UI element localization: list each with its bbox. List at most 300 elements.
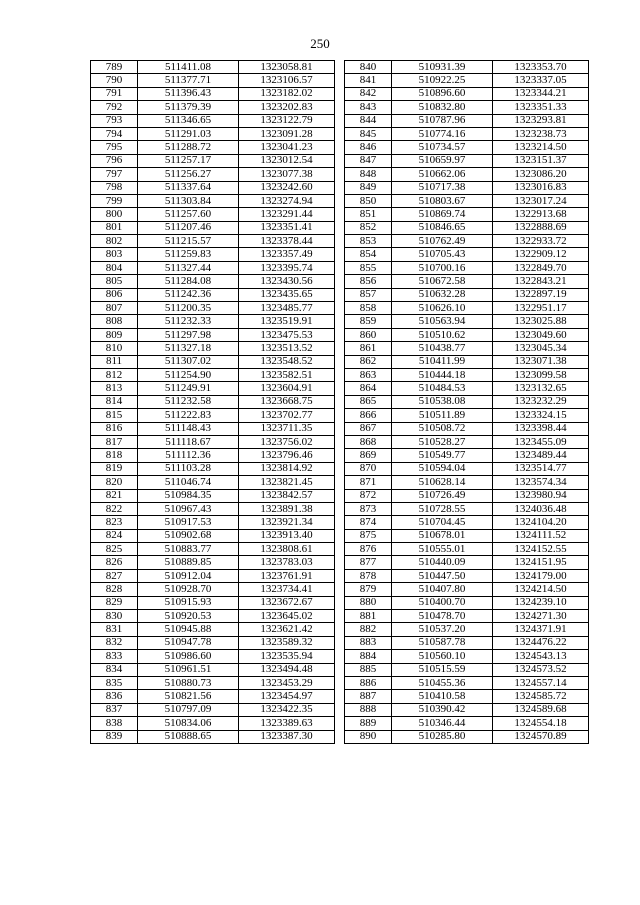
x-coordinate-cell: 510803.67 [392, 194, 493, 207]
table-row [345, 409, 589, 422]
x-coordinate-cell: 511284.08 [138, 275, 239, 288]
table-row [91, 382, 335, 395]
point-number-cell: 800 [91, 208, 138, 221]
y-coordinate-cell: 1322897.19 [493, 288, 589, 301]
y-coordinate-cell: 1323582.51 [239, 368, 335, 381]
x-coordinate-cell: 511257.17 [138, 154, 239, 167]
x-coordinate-cell: 510704.45 [392, 516, 493, 529]
table-row [91, 690, 335, 703]
table-row [91, 422, 335, 435]
x-coordinate-cell: 510922.25 [392, 74, 493, 87]
point-number-cell: 842 [345, 87, 392, 100]
y-coordinate-cell: 1323422.35 [239, 703, 335, 716]
y-coordinate-cell: 1323086.20 [493, 168, 589, 181]
point-number-cell: 848 [345, 168, 392, 181]
x-coordinate-cell: 510700.16 [392, 261, 493, 274]
y-coordinate-cell: 1323387.30 [239, 730, 335, 743]
x-coordinate-cell: 510915.93 [138, 596, 239, 609]
point-number-cell: 834 [91, 663, 138, 676]
y-coordinate-cell: 1323099.58 [493, 368, 589, 381]
point-number-cell: 888 [345, 703, 392, 716]
y-coordinate-cell: 1323202.83 [239, 101, 335, 114]
table-row [91, 194, 335, 207]
y-coordinate-cell: 1323668.75 [239, 395, 335, 408]
table-row [345, 462, 589, 475]
point-number-cell: 868 [345, 435, 392, 448]
table-row [345, 489, 589, 502]
x-coordinate-cell: 510438.77 [392, 342, 493, 355]
x-coordinate-cell: 510390.42 [392, 703, 493, 716]
x-coordinate-cell: 510917.53 [138, 516, 239, 529]
x-coordinate-cell: 510787.96 [392, 114, 493, 127]
y-coordinate-cell: 1323238.73 [493, 127, 589, 140]
point-number-cell: 844 [345, 114, 392, 127]
table-row [345, 221, 589, 234]
x-coordinate-cell: 511346.65 [138, 114, 239, 127]
x-coordinate-cell: 510984.35 [138, 489, 239, 502]
table-row [345, 435, 589, 448]
point-number-cell: 843 [345, 101, 392, 114]
table-row [345, 328, 589, 341]
table-row [345, 127, 589, 140]
point-number-cell: 851 [345, 208, 392, 221]
point-number-cell: 878 [345, 569, 392, 582]
coordinates-table-left [90, 60, 335, 744]
point-number-cell: 876 [345, 543, 392, 556]
point-number-cell: 824 [91, 529, 138, 542]
table-row [91, 395, 335, 408]
table-row [91, 275, 335, 288]
point-number-cell: 854 [345, 248, 392, 261]
y-coordinate-cell: 1323232.29 [493, 395, 589, 408]
table-row [91, 489, 335, 502]
point-number-cell: 855 [345, 261, 392, 274]
table-row [345, 87, 589, 100]
point-number-cell: 830 [91, 610, 138, 623]
x-coordinate-cell: 511396.43 [138, 87, 239, 100]
table-row [91, 703, 335, 716]
table-row [91, 543, 335, 556]
point-number-cell: 789 [91, 61, 138, 74]
table-row [91, 61, 335, 74]
point-number-cell: 838 [91, 717, 138, 730]
x-coordinate-cell: 510947.78 [138, 636, 239, 649]
x-coordinate-cell: 510447.50 [392, 569, 493, 582]
point-number-cell: 807 [91, 302, 138, 315]
table-row [345, 355, 589, 368]
x-coordinate-cell: 510346.44 [392, 717, 493, 730]
y-coordinate-cell: 1323589.32 [239, 636, 335, 649]
point-number-cell: 857 [345, 288, 392, 301]
y-coordinate-cell: 1323672.67 [239, 596, 335, 609]
x-coordinate-cell: 511232.33 [138, 315, 239, 328]
point-number-cell: 796 [91, 154, 138, 167]
table-row [91, 87, 335, 100]
x-coordinate-cell: 511297.98 [138, 328, 239, 341]
x-coordinate-cell: 511257.60 [138, 208, 239, 221]
y-coordinate-cell: 1323324.15 [493, 409, 589, 422]
y-coordinate-cell: 1323796.46 [239, 449, 335, 462]
x-coordinate-cell: 510797.09 [138, 703, 239, 716]
x-coordinate-cell: 510986.60 [138, 650, 239, 663]
table-row [345, 261, 589, 274]
y-coordinate-cell: 1324179.00 [493, 569, 589, 582]
point-number-cell: 873 [345, 502, 392, 515]
y-coordinate-cell: 1323357.49 [239, 248, 335, 261]
y-coordinate-cell: 1323814.92 [239, 462, 335, 475]
point-number-cell: 821 [91, 489, 138, 502]
table-row [91, 328, 335, 341]
point-number-cell: 852 [345, 221, 392, 234]
table-row [345, 717, 589, 730]
table-row [345, 623, 589, 636]
table-row [91, 409, 335, 422]
y-coordinate-cell: 1323041.23 [239, 141, 335, 154]
x-coordinate-cell: 510717.38 [392, 181, 493, 194]
x-coordinate-cell: 510455.36 [392, 676, 493, 689]
point-number-cell: 862 [345, 355, 392, 368]
x-coordinate-cell: 510774.16 [392, 127, 493, 140]
y-coordinate-cell: 1324111.52 [493, 529, 589, 542]
table-row [345, 650, 589, 663]
x-coordinate-cell: 510662.06 [392, 168, 493, 181]
point-number-cell: 793 [91, 114, 138, 127]
y-coordinate-cell: 1324557.14 [493, 676, 589, 689]
y-coordinate-cell: 1322849.70 [493, 261, 589, 274]
point-number-cell: 816 [91, 422, 138, 435]
y-coordinate-cell: 1323913.40 [239, 529, 335, 542]
table-row [91, 502, 335, 515]
table-row [91, 676, 335, 689]
y-coordinate-cell: 1323337.05 [493, 74, 589, 87]
point-number-cell: 841 [345, 74, 392, 87]
point-number-cell: 794 [91, 127, 138, 140]
point-number-cell: 822 [91, 502, 138, 515]
point-number-cell: 804 [91, 261, 138, 274]
x-coordinate-cell: 510632.28 [392, 288, 493, 301]
table-row [345, 583, 589, 596]
y-coordinate-cell: 1323122.79 [239, 114, 335, 127]
table-row [345, 275, 589, 288]
point-number-cell: 890 [345, 730, 392, 743]
y-coordinate-cell: 1323485.77 [239, 302, 335, 315]
point-number-cell: 809 [91, 328, 138, 341]
point-number-cell: 849 [345, 181, 392, 194]
y-coordinate-cell: 1323454.97 [239, 690, 335, 703]
point-number-cell: 835 [91, 676, 138, 689]
x-coordinate-cell: 510726.49 [392, 489, 493, 502]
point-number-cell: 811 [91, 355, 138, 368]
point-number-cell: 806 [91, 288, 138, 301]
y-coordinate-cell: 1323291.44 [239, 208, 335, 221]
y-coordinate-cell: 1323242.60 [239, 181, 335, 194]
y-coordinate-cell: 1323378.44 [239, 235, 335, 248]
table-row [345, 114, 589, 127]
x-coordinate-cell: 510705.43 [392, 248, 493, 261]
y-coordinate-cell: 1322933.72 [493, 235, 589, 248]
table-row [345, 154, 589, 167]
table-row [91, 127, 335, 140]
y-coordinate-cell: 1323645.02 [239, 610, 335, 623]
table-row [91, 74, 335, 87]
x-coordinate-cell: 510407.80 [392, 583, 493, 596]
table-row [91, 449, 335, 462]
point-number-cell: 818 [91, 449, 138, 462]
table-row [345, 181, 589, 194]
point-number-cell: 828 [91, 583, 138, 596]
x-coordinate-cell: 510628.14 [392, 476, 493, 489]
point-number-cell: 869 [345, 449, 392, 462]
y-coordinate-cell: 1324271.30 [493, 610, 589, 623]
y-coordinate-cell: 1323604.91 [239, 382, 335, 395]
point-number-cell: 853 [345, 235, 392, 248]
table-row [345, 529, 589, 542]
x-coordinate-cell: 511337.64 [138, 181, 239, 194]
point-number-cell: 803 [91, 248, 138, 261]
x-coordinate-cell: 511379.39 [138, 101, 239, 114]
table-row [91, 717, 335, 730]
y-coordinate-cell: 1322951.17 [493, 302, 589, 315]
x-coordinate-cell: 510549.77 [392, 449, 493, 462]
y-coordinate-cell: 1323344.21 [493, 87, 589, 100]
table-row [345, 302, 589, 315]
point-number-cell: 874 [345, 516, 392, 529]
coordinates-table-right [344, 60, 589, 744]
point-number-cell: 870 [345, 462, 392, 475]
table-row [345, 61, 589, 74]
x-coordinate-cell: 510587.78 [392, 636, 493, 649]
y-coordinate-cell: 1323395.74 [239, 261, 335, 274]
y-coordinate-cell: 1323756.02 [239, 435, 335, 448]
point-number-cell: 850 [345, 194, 392, 207]
y-coordinate-cell: 1324585.72 [493, 690, 589, 703]
point-number-cell: 858 [345, 302, 392, 315]
y-coordinate-cell: 1324554.18 [493, 717, 589, 730]
point-number-cell: 827 [91, 569, 138, 582]
table-row [91, 462, 335, 475]
page-number: 250 [310, 36, 330, 51]
y-coordinate-cell: 1323025.88 [493, 315, 589, 328]
point-number-cell: 795 [91, 141, 138, 154]
point-number-cell: 847 [345, 154, 392, 167]
point-number-cell: 865 [345, 395, 392, 408]
point-number-cell: 861 [345, 342, 392, 355]
point-number-cell: 823 [91, 516, 138, 529]
x-coordinate-cell: 511256.27 [138, 168, 239, 181]
y-coordinate-cell: 1323821.45 [239, 476, 335, 489]
point-number-cell: 863 [345, 368, 392, 381]
table-row [345, 368, 589, 381]
table-row [91, 583, 335, 596]
table-row [91, 315, 335, 328]
x-coordinate-cell: 510626.10 [392, 302, 493, 315]
point-number-cell: 810 [91, 342, 138, 355]
table-row [91, 556, 335, 569]
y-coordinate-cell: 1323980.94 [493, 489, 589, 502]
y-coordinate-cell: 1323389.63 [239, 717, 335, 730]
x-coordinate-cell: 510762.49 [392, 235, 493, 248]
point-number-cell: 817 [91, 435, 138, 448]
table-row [345, 422, 589, 435]
x-coordinate-cell: 510931.39 [392, 61, 493, 74]
table-row [91, 248, 335, 261]
y-coordinate-cell: 1323430.56 [239, 275, 335, 288]
x-coordinate-cell: 511148.43 [138, 422, 239, 435]
x-coordinate-cell: 510555.01 [392, 543, 493, 556]
y-coordinate-cell: 1323351.41 [239, 221, 335, 234]
table-row [91, 168, 335, 181]
x-coordinate-cell: 510594.04 [392, 462, 493, 475]
point-number-cell: 840 [345, 61, 392, 74]
x-coordinate-cell: 511222.83 [138, 409, 239, 422]
y-coordinate-cell: 1323808.61 [239, 543, 335, 556]
y-coordinate-cell: 1323621.42 [239, 623, 335, 636]
x-coordinate-cell: 511207.46 [138, 221, 239, 234]
point-number-cell: 872 [345, 489, 392, 502]
table-row [91, 261, 335, 274]
y-coordinate-cell: 1323574.34 [493, 476, 589, 489]
table-row [91, 476, 335, 489]
point-number-cell: 819 [91, 462, 138, 475]
x-coordinate-cell: 511377.71 [138, 74, 239, 87]
point-number-cell: 864 [345, 382, 392, 395]
table-row [91, 114, 335, 127]
table-row [345, 556, 589, 569]
x-coordinate-cell: 510411.99 [392, 355, 493, 368]
table-row [345, 194, 589, 207]
y-coordinate-cell: 1324152.55 [493, 543, 589, 556]
x-coordinate-cell: 511249.91 [138, 382, 239, 395]
table-row [91, 569, 335, 582]
y-coordinate-cell: 1323045.34 [493, 342, 589, 355]
y-coordinate-cell: 1324573.52 [493, 663, 589, 676]
point-number-cell: 791 [91, 87, 138, 100]
x-coordinate-cell: 510659.97 [392, 154, 493, 167]
x-coordinate-cell: 511307.02 [138, 355, 239, 368]
y-coordinate-cell: 1323058.81 [239, 61, 335, 74]
x-coordinate-cell: 510511.89 [392, 409, 493, 422]
x-coordinate-cell: 511046.74 [138, 476, 239, 489]
table-row [345, 235, 589, 248]
x-coordinate-cell: 510846.65 [392, 221, 493, 234]
table-row [345, 248, 589, 261]
table-row [91, 730, 335, 743]
x-coordinate-cell: 511242.36 [138, 288, 239, 301]
y-coordinate-cell: 1323106.57 [239, 74, 335, 87]
point-number-cell: 883 [345, 636, 392, 649]
x-coordinate-cell: 511327.44 [138, 261, 239, 274]
table-row [345, 288, 589, 301]
point-number-cell: 875 [345, 529, 392, 542]
table-row [345, 636, 589, 649]
point-number-cell: 799 [91, 194, 138, 207]
point-number-cell: 879 [345, 583, 392, 596]
table-row [345, 610, 589, 623]
y-coordinate-cell: 1322843.21 [493, 275, 589, 288]
table-row [91, 636, 335, 649]
x-coordinate-cell: 510508.72 [392, 422, 493, 435]
y-coordinate-cell: 1324036.48 [493, 502, 589, 515]
x-coordinate-cell: 510945.88 [138, 623, 239, 636]
y-coordinate-cell: 1324151.95 [493, 556, 589, 569]
y-coordinate-cell: 1324476.22 [493, 636, 589, 649]
y-coordinate-cell: 1323734.41 [239, 583, 335, 596]
y-coordinate-cell: 1324371.91 [493, 623, 589, 636]
y-coordinate-cell: 1323761.91 [239, 569, 335, 582]
point-number-cell: 820 [91, 476, 138, 489]
x-coordinate-cell: 511103.28 [138, 462, 239, 475]
y-coordinate-cell: 1323514.77 [493, 462, 589, 475]
table-row [345, 516, 589, 529]
table-row [345, 382, 589, 395]
x-coordinate-cell: 510285.80 [392, 730, 493, 743]
point-number-cell: 859 [345, 315, 392, 328]
point-number-cell: 845 [345, 127, 392, 140]
x-coordinate-cell: 510510.62 [392, 328, 493, 341]
y-coordinate-cell: 1323274.94 [239, 194, 335, 207]
table-row [91, 154, 335, 167]
y-coordinate-cell: 1322909.12 [493, 248, 589, 261]
table-row [345, 543, 589, 556]
x-coordinate-cell: 511254.90 [138, 368, 239, 381]
x-coordinate-cell: 511288.72 [138, 141, 239, 154]
table-row [91, 596, 335, 609]
table-row [91, 650, 335, 663]
x-coordinate-cell: 510888.65 [138, 730, 239, 743]
table-row [345, 74, 589, 87]
table-row [345, 101, 589, 114]
y-coordinate-cell: 1322888.69 [493, 221, 589, 234]
point-number-cell: 792 [91, 101, 138, 114]
table-row [345, 596, 589, 609]
table-row [345, 663, 589, 676]
x-coordinate-cell: 511327.18 [138, 342, 239, 355]
x-coordinate-cell: 510515.59 [392, 663, 493, 676]
point-number-cell: 813 [91, 382, 138, 395]
y-coordinate-cell: 1323435.65 [239, 288, 335, 301]
y-coordinate-cell: 1323293.81 [493, 114, 589, 127]
point-number-cell: 802 [91, 235, 138, 248]
y-coordinate-cell: 1323453.29 [239, 676, 335, 689]
table-row [345, 342, 589, 355]
x-coordinate-cell: 510678.01 [392, 529, 493, 542]
y-coordinate-cell: 1323702.77 [239, 409, 335, 422]
y-coordinate-cell: 1323489.44 [493, 449, 589, 462]
table-row [91, 623, 335, 636]
point-number-cell: 815 [91, 409, 138, 422]
table-row [91, 221, 335, 234]
table-row [345, 208, 589, 221]
point-number-cell: 881 [345, 610, 392, 623]
x-coordinate-cell: 510478.70 [392, 610, 493, 623]
y-coordinate-cell: 1324239.10 [493, 596, 589, 609]
table-row [345, 730, 589, 743]
table-row [91, 435, 335, 448]
y-coordinate-cell: 1323353.70 [493, 61, 589, 74]
x-coordinate-cell: 510889.85 [138, 556, 239, 569]
point-number-cell: 836 [91, 690, 138, 703]
table-row [345, 449, 589, 462]
y-coordinate-cell: 1323012.54 [239, 154, 335, 167]
table-row [91, 529, 335, 542]
point-number-cell: 812 [91, 368, 138, 381]
x-coordinate-cell: 510832.80 [392, 101, 493, 114]
y-coordinate-cell: 1323214.50 [493, 141, 589, 154]
table-row [345, 569, 589, 582]
y-coordinate-cell: 1323016.83 [493, 181, 589, 194]
x-coordinate-cell: 511232.58 [138, 395, 239, 408]
y-coordinate-cell: 1323091.28 [239, 127, 335, 140]
